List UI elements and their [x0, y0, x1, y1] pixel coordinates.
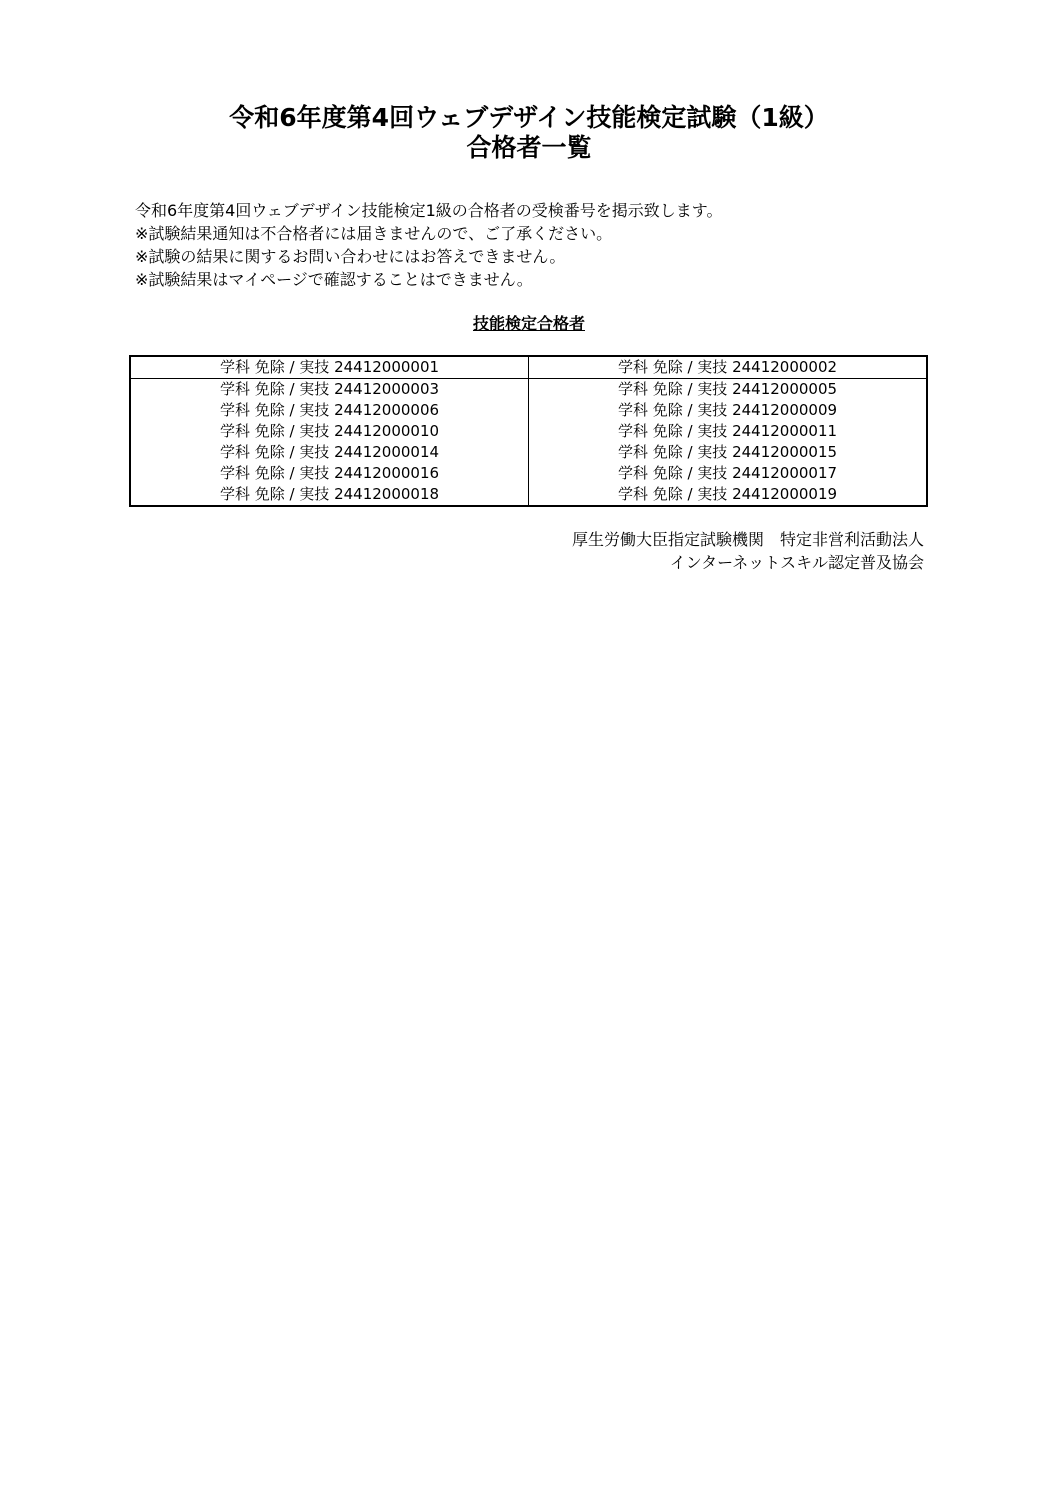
notice-list	[135, 199, 935, 291]
section-heading: 技能検定合格者	[472, 314, 585, 333]
result-cell: 学科 免除 / 実技 24412000011	[529, 421, 928, 442]
result-cell: 学科 免除 / 実技 24412000009	[529, 400, 928, 421]
result-cell: 学科 免除 / 実技 24412000014	[130, 442, 529, 463]
result-cell: 学科 免除 / 実技 24412000006	[130, 400, 529, 421]
notice-line: ※試験結果通知は不合格者には届きませんので、ご了承ください。	[135, 224, 613, 243]
result-cell: 学科 免除 / 実技 24412000016	[130, 463, 529, 484]
result-cell: 学科 免除 / 実技 24412000017	[529, 463, 928, 484]
notice-line: ※試験結果はマイページで確認することはできません。	[135, 270, 533, 289]
result-cell: 学科 免除 / 実技 24412000001	[130, 356, 529, 379]
result-cell: 学科 免除 / 実技 24412000018	[130, 484, 529, 506]
table-row	[130, 379, 927, 401]
table-row	[130, 442, 927, 463]
issuer-line: 厚生労働大臣指定試験機関 特定非営利活動法人	[571, 530, 924, 549]
table-row	[130, 484, 927, 506]
table-row	[130, 400, 927, 421]
page-title: 令和6年度第4回ウェブデザイン技能検定試験（1級）	[229, 103, 829, 132]
page-subtitle: 合格者一覧	[466, 133, 592, 162]
notice-line: 令和6年度第4回ウェブデザイン技能検定1級の合格者の受検番号を掲示致します。	[135, 201, 723, 220]
result-cell: 学科 免除 / 実技 24412000005	[529, 379, 928, 401]
issuer-name: インターネットスキル認定普及協会	[669, 553, 924, 572]
results-table	[129, 355, 928, 507]
result-cell: 学科 免除 / 実技 24412000003	[130, 379, 529, 401]
result-cell: 学科 免除 / 実技 24412000015	[529, 442, 928, 463]
table-row	[130, 356, 927, 379]
result-cell: 学科 免除 / 実技 24412000002	[529, 356, 928, 379]
table-row	[130, 463, 927, 484]
table-row	[130, 421, 927, 442]
result-cell: 学科 免除 / 実技 24412000010	[130, 421, 529, 442]
notice-line: ※試験の結果に関するお問い合わせにはお答えできません。	[135, 247, 566, 266]
result-cell: 学科 免除 / 実技 24412000019	[529, 484, 928, 506]
issuer-block	[572, 528, 924, 574]
